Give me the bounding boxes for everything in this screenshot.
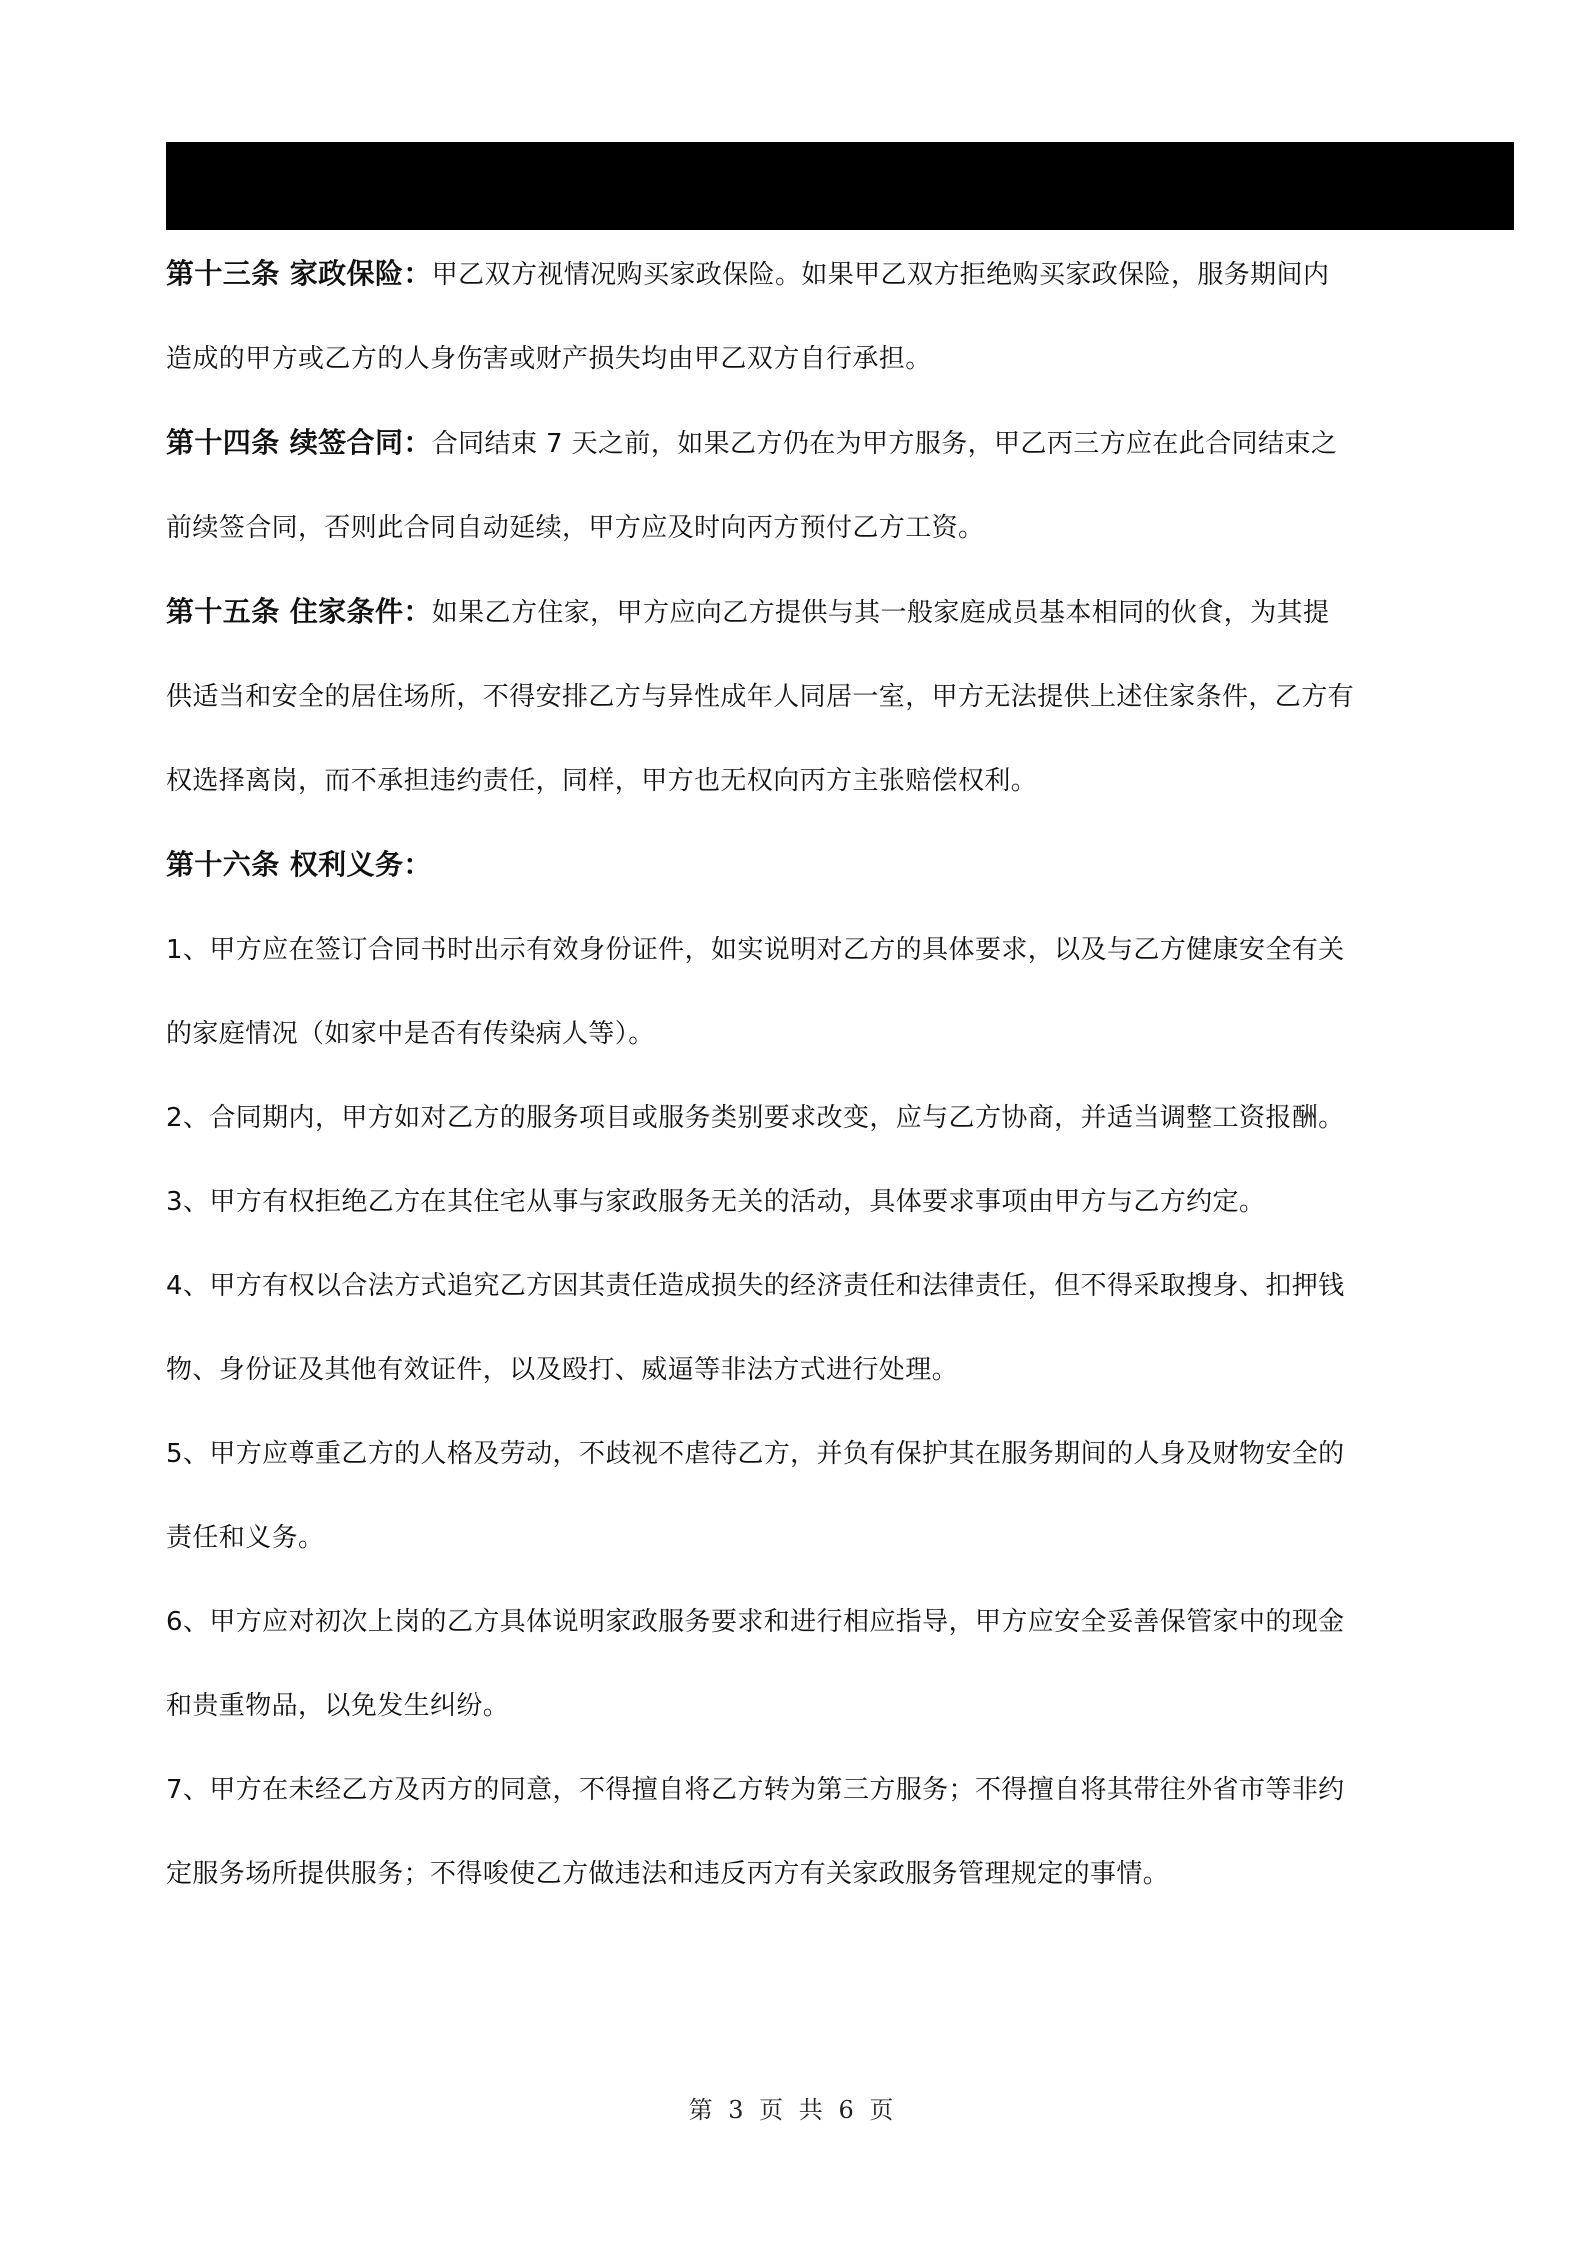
item-4-line-1: 4、甲方有权以合法方式追究乙方因其责任造成损失的经济责任和法律责任，但不得采取搜身、扣押钱 — [166, 1271, 1345, 1301]
article-15-line-1: 第十五条 住家条件：如果乙方住家，甲方应向乙方提供与其一般家庭成员基本相同的伙食，为其提 — [166, 595, 1330, 628]
article-13-line-2: 造成的甲方或乙方的人身伤害或财产损失均由甲乙双方自行承担。 — [166, 344, 932, 374]
item-2-line-1: 2、合同期内，甲方如对乙方的服务项目或服务类别要求改变，应与乙方协商，并适当调整工资报酬。 — [166, 1103, 1345, 1133]
article-13-line-1: 第十三条 家政保险：甲乙双方视情况购买家政保险。如果甲乙双方拒绝购买家政保险，服务期间内 — [166, 257, 1330, 290]
article-14-line-2: 前续签合同，否则此合同自动延续，甲方应及时向丙方预付乙方工资。 — [166, 513, 985, 543]
item-7-line-1: 7、甲方在未经乙方及丙方的同意，不得擅自将乙方转为第三方服务；不得擅自将其带往外省市等非约 — [166, 1775, 1345, 1805]
article-14-title: 第十四条 续签合同： — [166, 426, 432, 459]
article-15-title: 第十五条 住家条件： — [166, 595, 432, 628]
item-5-line-2: 责任和义务。 — [166, 1523, 325, 1553]
item-7-line-2: 定服务场所提供服务；不得唆使乙方做违法和违反丙方有关家政服务管理规定的事情。 — [166, 1859, 1170, 1889]
page-number: 第 3 页 共 6 页 — [688, 2096, 898, 2124]
article-15-line-3: 权选择离岗，而不承担违约责任，同样，甲方也无权向丙方主张赔偿权利。 — [166, 766, 1038, 796]
article-15-line-2: 供适当和安全的居住场所，不得安排乙方与异性成年人同居一室，甲方无法提供上述住家条件，乙方有 — [166, 682, 1355, 712]
item-6-line-1: 6、甲方应对初次上岗的乙方具体说明家政服务要求和进行相应指导，甲方应安全妥善保管家中的现金 — [166, 1607, 1345, 1637]
item-1-line-1: 1、甲方应在签订合同书时出示有效身份证件，如实说明对乙方的具体要求，以及与乙方健康安全有关 — [166, 935, 1345, 965]
item-1-line-2: 的家庭情况（如家中是否有传染病人等）。 — [166, 1019, 655, 1049]
item-3-line-1: 3、甲方有权拒绝乙方在其住宅从事与家政服务无关的活动，具体要求事项由甲方与乙方约定。 — [166, 1187, 1266, 1217]
article-16-heading — [166, 823, 1514, 908]
document-body — [166, 232, 1514, 1916]
article-14-line-1: 第十四条 续签合同：合同结束 7 天之前，如果乙方仍在为甲方服务，甲乙丙三方应在此合同结束之 — [166, 426, 1338, 459]
item-4-line-2: 物、身份证及其他有效证件，以及殴打、威逼等非法方式进行处理。 — [166, 1355, 959, 1385]
article-13-title: 第十三条 家政保险： — [166, 257, 432, 290]
redaction-bar — [166, 142, 1514, 230]
article-16-title: 第十六条 权利义务： — [166, 848, 432, 881]
item-6-line-2: 和贵重物品，以免发生纠纷。 — [166, 1691, 510, 1721]
item-5-line-1: 5、甲方应尊重乙方的人格及劳动，不歧视不虐待乙方，并负有保护其在服务期间的人身及财物安全的 — [166, 1439, 1345, 1469]
